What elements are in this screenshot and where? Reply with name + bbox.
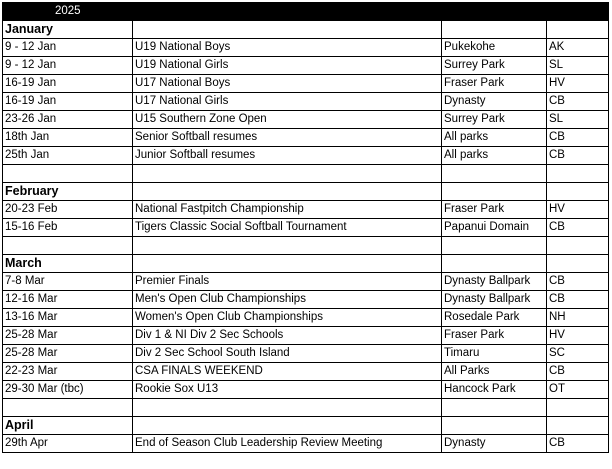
event-event-cell[interactable]: U17 National Boys [133,75,442,93]
event-row [3,75,609,93]
event-venue-cell[interactable]: Papanui Domain [442,219,547,237]
event-venue-cell[interactable]: All Parks [442,363,547,381]
year-header-row [3,3,609,21]
event-event-cell[interactable]: Junior Softball resumes [133,147,442,165]
empty-cell[interactable] [547,165,609,183]
event-code-cell[interactable]: SL [547,57,609,75]
event-event-cell[interactable]: CSA FINALS WEEKEND [133,363,442,381]
event-date-cell[interactable]: 25-28 Mar [3,345,133,363]
event-code-cell[interactable]: NH [547,309,609,327]
event-event-cell[interactable]: Div 1 & NI Div 2 Sec Schools [133,327,442,345]
event-date-cell[interactable]: 22-23 Mar [3,363,133,381]
month-header-row [3,21,609,39]
empty-cell[interactable] [133,21,442,39]
event-event-cell[interactable]: National Fastpitch Championship [133,201,442,219]
event-date-cell[interactable]: 29th Apr [3,435,133,453]
event-date-cell[interactable]: 15-16 Feb [3,219,133,237]
event-venue-cell[interactable]: Hancock Park [442,381,547,399]
month-label-cell[interactable]: March [3,255,133,273]
empty-cell[interactable] [547,417,609,435]
event-code-cell[interactable]: CB [547,219,609,237]
event-row [3,39,609,57]
empty-cell[interactable] [547,255,609,273]
event-code-cell[interactable]: CB [547,273,609,291]
month-header-row [3,255,609,273]
event-code-cell[interactable]: CB [547,93,609,111]
event-row [3,363,609,381]
empty-cell[interactable] [442,237,547,255]
event-venue-cell[interactable]: Dynasty [442,93,547,111]
empty-cell[interactable] [442,21,547,39]
empty-cell[interactable] [133,417,442,435]
spacer-row [3,399,609,417]
event-date-cell[interactable]: 12-16 Mar [3,291,133,309]
year-empty-cell[interactable] [133,3,442,21]
event-row [3,291,609,309]
event-date-cell[interactable]: 13-16 Mar [3,309,133,327]
event-row [3,345,609,363]
empty-cell[interactable] [442,183,547,201]
event-code-cell[interactable]: CB [547,147,609,165]
event-venue-cell[interactable]: Timaru [442,345,547,363]
month-label-cell[interactable]: February [3,183,133,201]
empty-cell[interactable] [547,399,609,417]
event-row [3,111,609,129]
event-row [3,327,609,345]
event-event-cell[interactable]: U17 National Girls [133,93,442,111]
empty-cell[interactable] [3,237,133,255]
event-row [3,93,609,111]
event-venue-cell[interactable]: All parks [442,147,547,165]
empty-cell[interactable] [133,165,442,183]
event-code-cell[interactable]: SL [547,111,609,129]
empty-cell[interactable] [547,183,609,201]
event-venue-cell[interactable]: Fraser Park [442,327,547,345]
empty-cell[interactable] [3,165,133,183]
month-header-row [3,183,609,201]
event-code-cell[interactable]: CB [547,291,609,309]
event-code-cell[interactable]: OT [547,381,609,399]
event-venue-cell[interactable]: All parks [442,129,547,147]
event-event-cell[interactable]: U15 Southern Zone Open [133,111,442,129]
event-venue-cell[interactable]: Fraser Park [442,75,547,93]
spacer-row [3,237,609,255]
empty-cell[interactable] [133,237,442,255]
event-date-cell[interactable]: 7-8 Mar [3,273,133,291]
event-date-cell[interactable]: 29-30 Mar (tbc) [3,381,133,399]
year-empty-cell[interactable] [547,3,609,21]
event-date-cell[interactable]: 25-28 Mar [3,327,133,345]
month-label-cell[interactable]: April [3,417,133,435]
event-event-cell[interactable]: Men's Open Club Championships [133,291,442,309]
event-row [3,147,609,165]
event-venue-cell[interactable]: Fraser Park [442,201,547,219]
event-venue-cell[interactable]: Rosedale Park [442,309,547,327]
empty-cell[interactable] [547,237,609,255]
event-venue-cell[interactable]: Surrey Park [442,57,547,75]
spreadsheet [2,2,609,453]
event-event-cell[interactable]: Premier Finals [133,273,442,291]
event-code-cell[interactable]: HV [547,75,609,93]
event-date-cell[interactable]: 25th Jan [3,147,133,165]
event-row [3,57,609,75]
event-venue-cell[interactable]: Pukekohe [442,39,547,57]
month-label-cell[interactable]: January [3,21,133,39]
event-row [3,273,609,291]
empty-cell[interactable] [133,183,442,201]
event-date-cell[interactable]: 20-23 Feb [3,201,133,219]
event-venue-cell[interactable]: Surrey Park [442,111,547,129]
spacer-row [3,165,609,183]
event-event-cell[interactable]: U19 National Girls [133,57,442,75]
event-code-cell[interactable]: CB [547,129,609,147]
event-row [3,381,609,399]
event-code-cell[interactable]: HV [547,201,609,219]
event-event-cell[interactable]: U19 National Boys [133,39,442,57]
event-row [3,201,609,219]
event-date-cell[interactable]: 18th Jan [3,129,133,147]
empty-cell[interactable] [133,255,442,273]
event-code-cell[interactable]: AK [547,39,609,57]
event-venue-cell[interactable]: Dynasty Ballpark [442,273,547,291]
empty-cell[interactable] [442,417,547,435]
event-date-cell[interactable]: 16-19 Jan [3,93,133,111]
event-row [3,129,609,147]
event-date-cell[interactable]: 16-19 Jan [3,75,133,93]
year-empty-cell[interactable] [442,3,547,21]
empty-cell[interactable] [133,399,442,417]
event-venue-cell[interactable]: Dynasty [442,435,547,453]
event-code-cell[interactable]: CB [547,363,609,381]
event-date-cell[interactable]: 9 - 12 Jan [3,57,133,75]
event-event-cell[interactable]: Div 2 Sec School South Island [133,345,442,363]
event-code-cell[interactable]: HV [547,327,609,345]
month-header-row [3,417,609,435]
empty-cell[interactable] [442,255,547,273]
events-calendar-table [2,2,609,453]
empty-cell[interactable] [442,399,547,417]
event-date-cell[interactable]: 23-26 Jan [3,111,133,129]
event-event-cell[interactable]: Women's Open Club Championships [133,309,442,327]
event-row [3,435,609,453]
event-date-cell[interactable]: 9 - 12 Jan [3,39,133,57]
event-row [3,219,609,237]
event-venue-cell[interactable]: Dynasty Ballpark [442,291,547,309]
event-code-cell[interactable]: SC [547,345,609,363]
event-row [3,309,609,327]
year-cell[interactable]: 2025 [3,3,133,21]
event-code-cell[interactable]: CB [547,435,609,453]
empty-cell[interactable] [442,165,547,183]
empty-cell[interactable] [547,21,609,39]
event-event-cell[interactable]: Senior Softball resumes [133,129,442,147]
event-event-cell[interactable]: Rookie Sox U13 [133,381,442,399]
empty-cell[interactable] [3,399,133,417]
event-event-cell[interactable]: Tigers Classic Social Softball Tournament [133,219,442,237]
event-event-cell[interactable]: End of Season Club Leadership Review Meeting [133,435,442,453]
